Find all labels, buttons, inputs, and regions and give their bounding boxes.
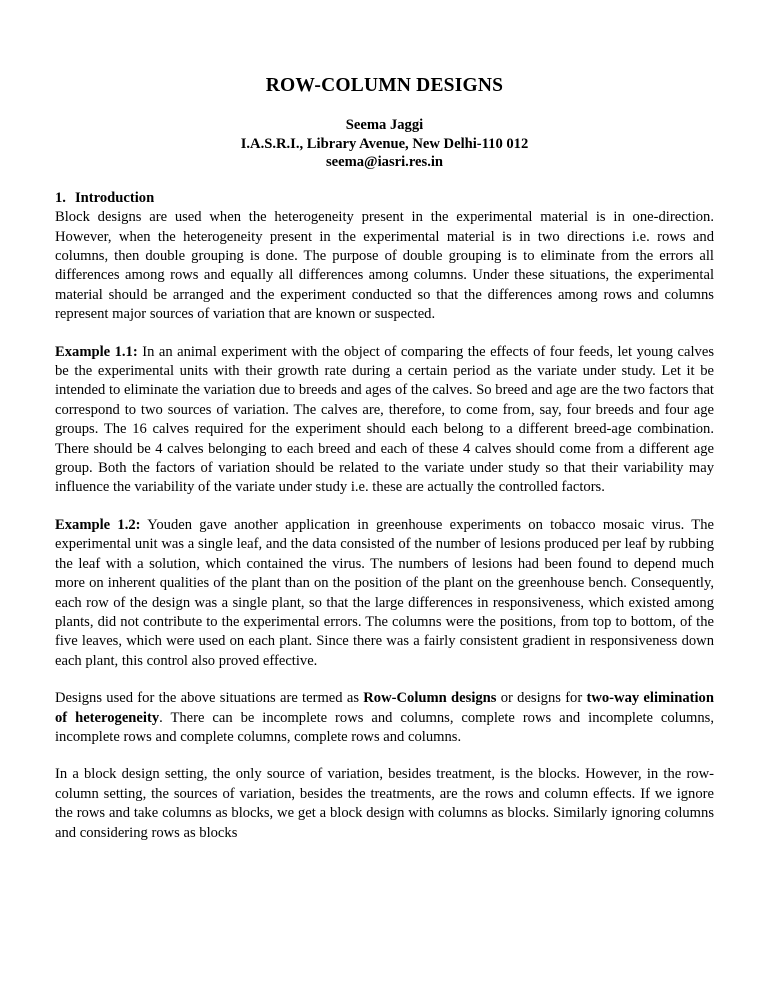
- designs-term-two-way: two-way elimination of heterogeneity: [55, 690, 714, 726]
- example-1-2-label: Example 1.2:: [55, 516, 141, 533]
- block-design-paragraph: In a block design setting, the only source of variation, besides treatment, is the blocks. However, in the row-column setting, the sources of variation, besides the treatments, are the rows and column effects. If we ignore the rows and take columns as blocks, we get a block design with columns as blocks. Similarly ignoring columns and considering rows as blocks: [55, 766, 714, 841]
- author-email[interactable]: seema@iasri.res.in: [325, 154, 444, 171]
- designs-paragraph: [55, 689, 714, 747]
- author-affiliation: I.A.S.R.I., Library Avenue, New Delhi-110 012: [240, 135, 529, 152]
- example-1-1-label: Example 1.1:: [55, 343, 138, 360]
- example-1-1-paragraph: [55, 343, 714, 498]
- designs-text-2: or designs for: [496, 690, 587, 707]
- designs-term-row-column: Row-Column designs: [363, 690, 497, 707]
- designs-text-1: Designs used for the above situations are termed as: [55, 690, 364, 707]
- example-1-2-paragraph: [55, 516, 714, 671]
- designs-text-3: . There can be incomplete rows and columns, complete rows and incomplete columns, incomplete rows and complete columns, complete rows and columns.: [55, 709, 715, 745]
- example-1-2-text: Youden gave another application in greenhouse experiments on tobacco mosaic virus. The experimental unit was a single leaf, and the data consisted of the number of lesions produced per leaf by rubbing the leaf with a solution, which contained the virus. The numbers of lesions had been found to depend much more on inherent qualities of the plant than on the position of the plant on the greenhouse bench. Consequently, each row of the design was a single plant, so that the large differences in responsiveness, which existed among plants, did not contribute to the experimental errors. The columns were the positions, from top to bottom, of the five leaves, which were used on each plant. Since there was a fairly consistent gradient in responsiveness down each plant, this control also proved effective.: [55, 516, 714, 669]
- section-title: Introduction: [75, 189, 155, 206]
- document-page: [55, 74, 714, 861]
- document-title: ROW-COLUMN DESIGNS: [265, 75, 504, 96]
- author-name: Seema Jaggi: [345, 117, 424, 133]
- intro-paragraph: Block designs are used when the heterogeneity present in the experimental material is in one-direction. However, when the heterogeneity present in the experimental material is in two directions i.e. rows and columns, then double grouping is done. The purpose of double grouping is to eliminate from the errors all differences among rows and equally all differences among columns. Under these situations, the experimental material should be arranged and the experiment conducted so that the differences among rows and columns represent major sources of variation that are known or suspected.: [55, 209, 714, 323]
- section-heading: [55, 189, 714, 208]
- author-block: [55, 116, 714, 172]
- example-1-1-text: In an animal experiment with the object of comparing the effects of four feeds, let young calves be the experimental units with their growth rate during a certain period as the variate under study. Let it be intended to eliminate the variation due to breeds and ages of the calves. So breed and age are the two factors that correspond to two sources of variation. The calves are, therefore, to come from, say, four breeds and four age groups. The 16 calves required for the experiment should each belong to a different breed-age combination. There should be 4 calves belonging to each breed and each of these 4 calves should come from a different age group. Both the factors of variation should be related to the variate under study so that their variability may influence the variability of the variate under study i.e. these are actually the controlled factors.: [55, 343, 714, 496]
- section-number: 1.: [55, 189, 66, 206]
